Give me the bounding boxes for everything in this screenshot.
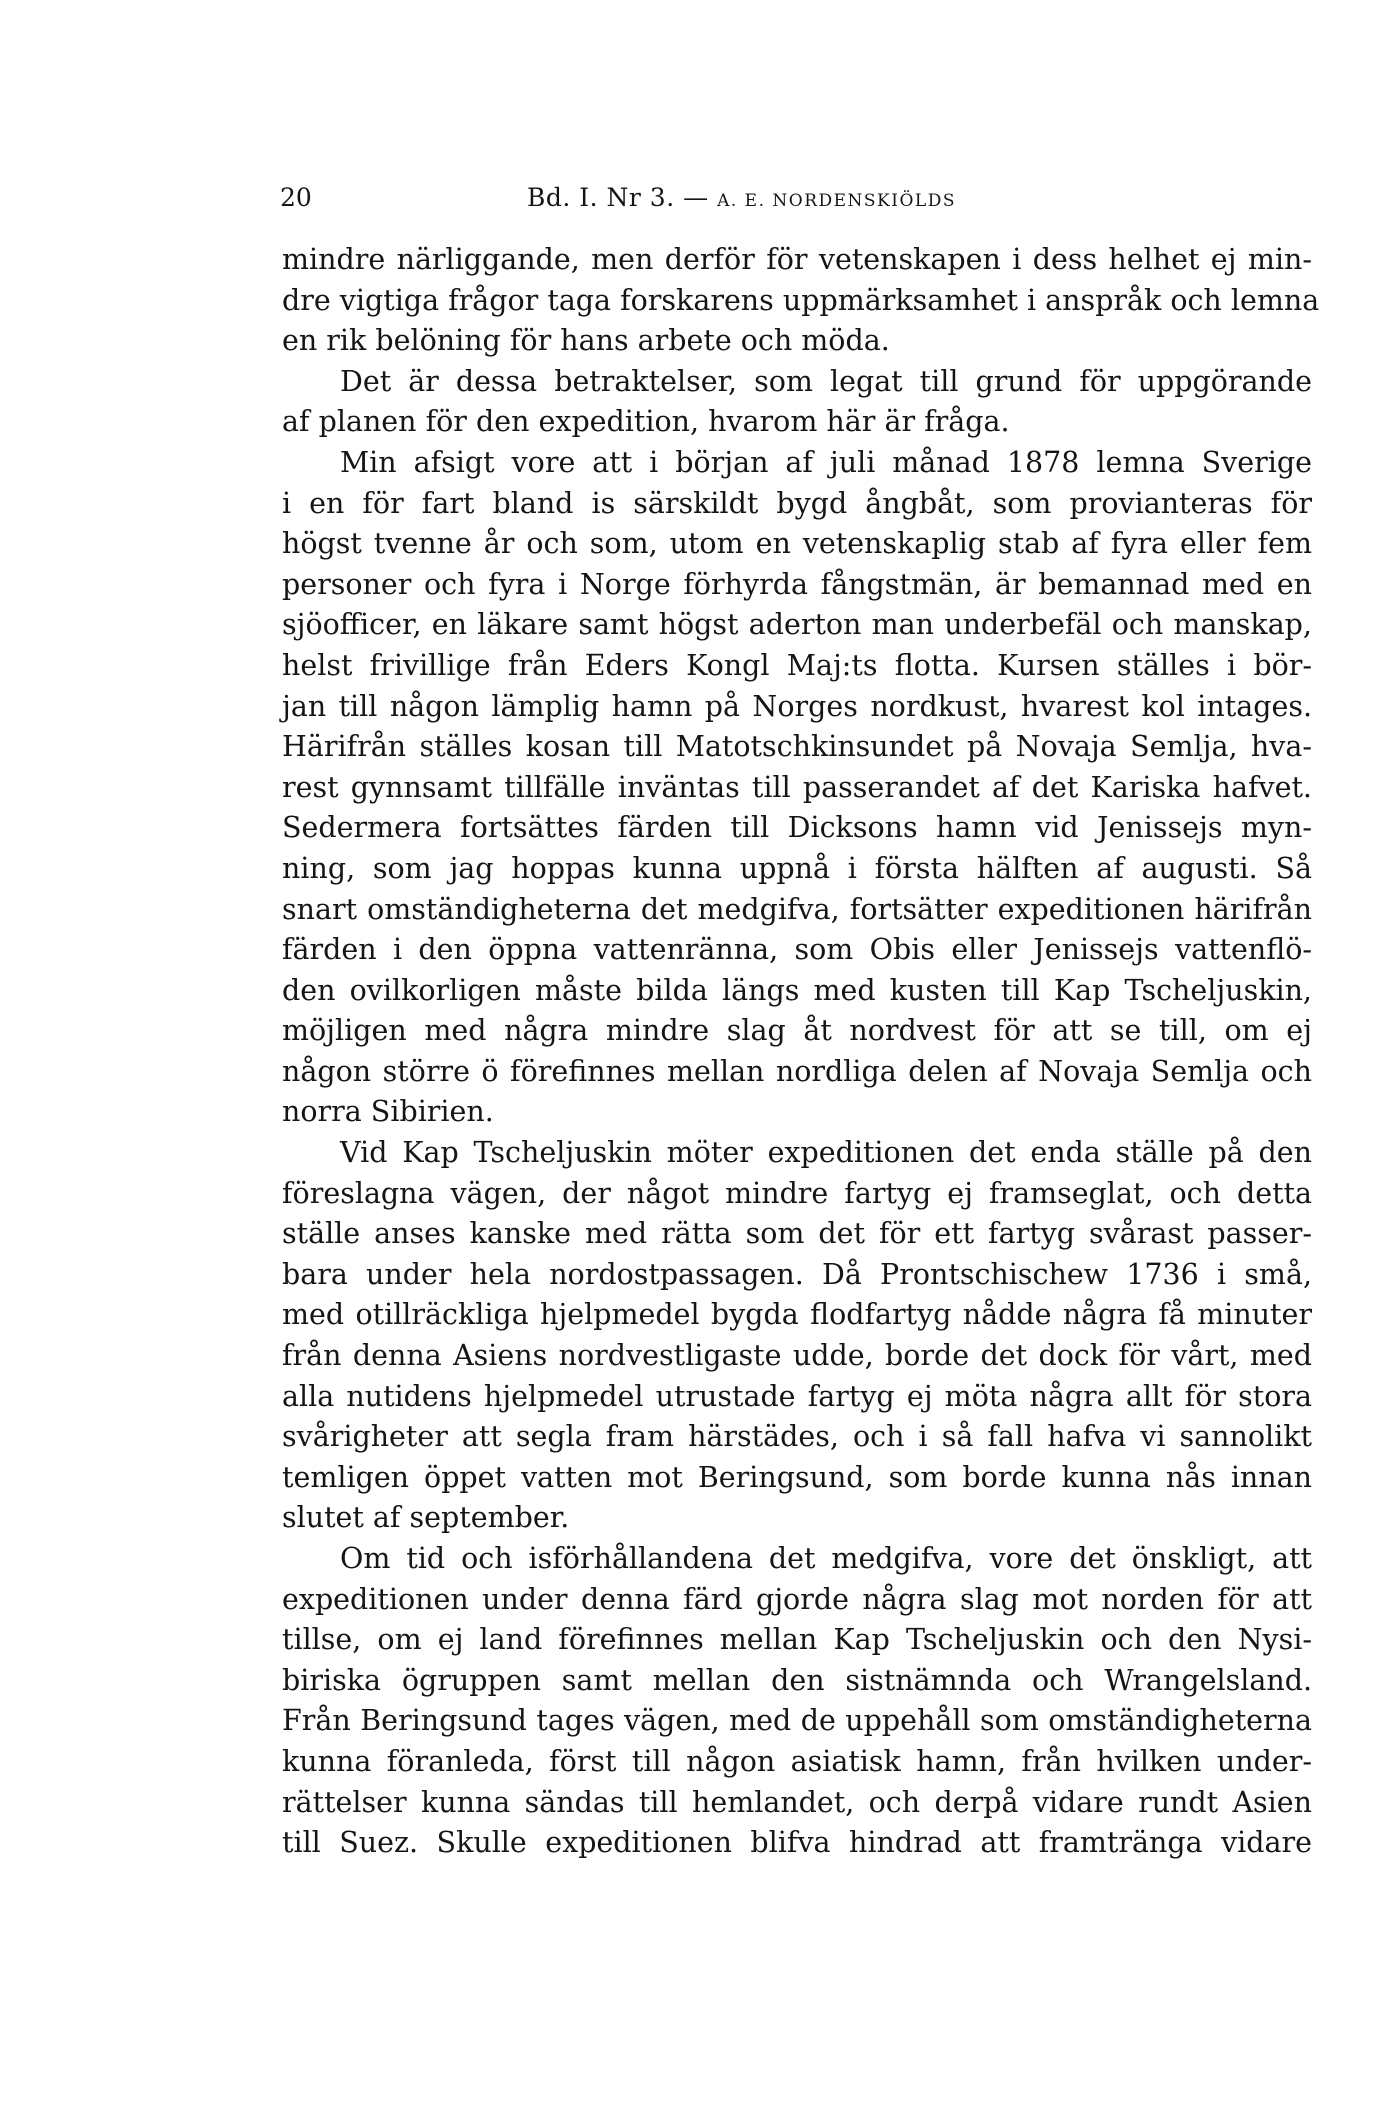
text-line: expeditionen under denna färd gjorde några slag mot norden för att xyxy=(282,1582,1312,1616)
text-line: mindre närliggande, men derför för vetenskapen i dess helhet ej min- xyxy=(282,243,1312,276)
paragraph xyxy=(282,1133,1312,1539)
text-line: svårigheter att segla fram härstädes, och i så fall hafva vi sannolikt xyxy=(282,1420,1312,1454)
text-line: af planen för den expedition, hvarom här är fråga. xyxy=(282,405,1010,439)
text-line: Från Beringsund tages vägen, med de uppehåll som omständigheterna xyxy=(282,1704,1312,1738)
text-line: den ovilkorligen måste bilda längs med kusten till Kap Tscheljuskin, xyxy=(282,973,1312,1007)
text-line: Sedermera fortsättes färden till Dicksons hamn vid Jenissejs myn- xyxy=(282,811,1312,845)
text-line: en rik belöning för hans arbete och möda. xyxy=(282,324,890,358)
text-line: från denna Asiens nordvestligaste udde, borde det dock för vårt, med xyxy=(282,1339,1312,1373)
text-line: temligen öppet vatten mot Beringsund, som borde kunna nås innan xyxy=(282,1460,1312,1494)
text-line: Vid Kap Tscheljuskin möter expeditionen det enda ställe på den xyxy=(340,1136,1312,1170)
text-line: biriska ögruppen samt mellan den sistnämnda och Wrangelsland. xyxy=(282,1663,1312,1697)
text-line: sjöofficer, en läkare samt högst aderton man underbefäl och manskap, xyxy=(282,608,1312,642)
text-line: i en för fart bland is särskildt bygd ångbåt, som provianteras för xyxy=(282,486,1312,520)
text-line: Om tid och isförhållandena det medgifva, vore det önskligt, att xyxy=(340,1542,1312,1575)
running-head xyxy=(527,176,956,223)
text-line: snart omständigheterna det medgifva, fortsätter expeditionen härifrån xyxy=(282,892,1312,926)
text-line: kunna föranleda, först till någon asiatisk hamn, från hvilken under- xyxy=(282,1744,1312,1778)
text-line: jan till någon lämplig hamn på Norges nordkust, hvarest kol intages. xyxy=(282,689,1312,723)
text-line: bara under hela nordostpassagen. Då Prontschischew 1736 i små, xyxy=(282,1257,1312,1291)
page-header xyxy=(280,176,1312,220)
text-line: Det är dessa betraktelser, som legat till grund för uppgörande xyxy=(340,364,1312,398)
text-line: föreslagna vägen, der något mindre fartyg ej framseglat, och detta xyxy=(282,1176,1312,1210)
paragraph xyxy=(282,240,1320,362)
text-line: Min afsigt vore att i början af juli månad 1878 lemna Sverige xyxy=(340,445,1312,479)
page-number: 20 xyxy=(280,183,312,212)
text-line: rättelser kunna sändas till hemlandet, och derpå vidare rundt Asien xyxy=(282,1785,1312,1819)
author-label: A. E. NORDENSKIÖLDS xyxy=(717,191,956,211)
text-line: ning, som jag hoppas kunna uppnå i första hälften af augusti. Så xyxy=(282,851,1312,885)
paragraph xyxy=(282,1539,1312,1864)
text-line: med otillräckliga hjelpmedel bygda flodfartyg nådde några få minuter xyxy=(282,1298,1312,1332)
text-line: norra Sibirien. xyxy=(282,1095,494,1129)
text-line: färden i den öppna vattenränna, som Obis eller Jenissejs vattenflö- xyxy=(282,933,1312,967)
volume-label: Bd. I. Nr 3. xyxy=(527,183,675,212)
header-dash: — xyxy=(683,183,709,212)
text-line: alla nutidens hjelpmedel utrustade fartyg ej möta några allt för stora xyxy=(282,1379,1312,1413)
text-line: möjligen med några mindre slag åt nordvest för att se till, om ej xyxy=(282,1014,1312,1048)
text-line: slutet af september. xyxy=(282,1501,570,1535)
paragraph xyxy=(282,443,1312,1133)
text-line: rest gynnsamt tillfälle inväntas till passerandet af det Kariska hafvet. xyxy=(282,770,1312,804)
text-line: dre vigtiga frågor taga forskarens uppmärksamhet i anspråk och lemna xyxy=(282,283,1320,317)
text-line: Härifrån ställes kosan till Matotschkinsundet på Novaja Semlja, hva- xyxy=(282,730,1312,764)
text-line: högst tvenne år och som, utom en vetenskaplig stab af fyra eller fem xyxy=(282,527,1312,561)
paragraph xyxy=(282,362,1312,443)
text-line: någon större ö förefinnes mellan nordliga delen af Novaja Semlja och xyxy=(282,1054,1312,1088)
text-line: till Suez. Skulle expeditionen blifva hindrad att framtränga vidare xyxy=(282,1826,1312,1860)
text-line: helst frivillige från Eders Kongl Maj:ts flotta. Kursen ställes i bör- xyxy=(282,648,1312,682)
text-line: tillse, om ej land förefinnes mellan Kap Tscheljuskin och den Nysi- xyxy=(282,1623,1312,1657)
body-text xyxy=(282,240,1320,1864)
text-line: ställe anses kanske med rätta som det för ett fartyg svårast passer- xyxy=(282,1217,1312,1251)
text-line: personer och fyra i Norge förhyrda fångstmän, är bemannad med en xyxy=(282,567,1312,601)
